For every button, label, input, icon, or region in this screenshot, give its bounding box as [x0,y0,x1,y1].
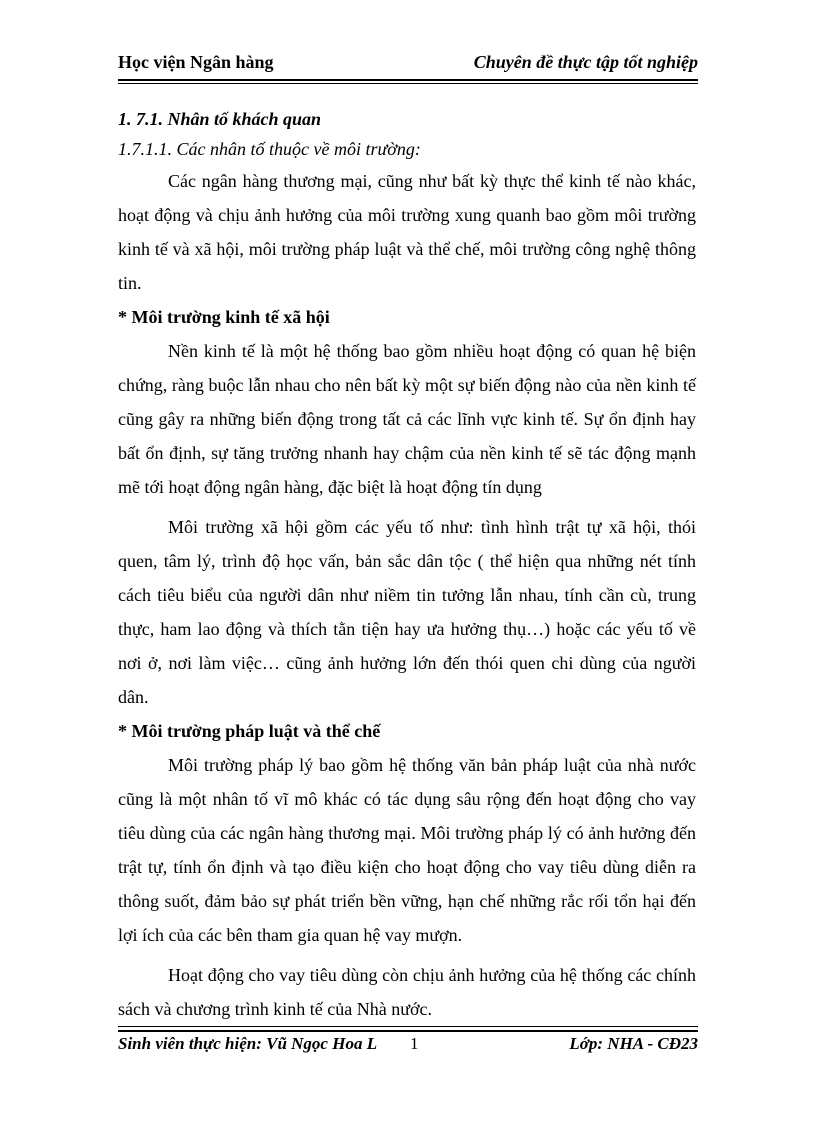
economic-paragraph-1: Nền kinh tế là một hệ thống bao gồm nhiều hoạt động có quan hệ biện chứng, ràng buộc lẫn nhau cho nên bất kỳ một sự biến động nào của nền kinh tế cũng gây ra những biến động trong tất cả các lĩnh vực kinh tế. Sự ổn định hay bất ổn định, sự tăng trưởng nhanh hay chậm của nền kinh tế sẽ tác động mạnh mẽ tới hoạt động ngân hàng, đặc biệt là hoạt động tín dụng [118,341,696,497]
page-body [118,100,696,1026]
institution-name: Học viện Ngân hàng [118,52,274,72]
class-label: Lớp: NHA - CĐ23 [569,1034,698,1053]
header-rule [118,79,698,81]
heading-economic-social: * Môi trường kinh tế xã hội [118,307,330,327]
legal-paragraph-1: Môi trường pháp lý bao gồm hệ thống văn bản pháp luật của nhà nước cũng là một nhân tố vĩ mô khác có tác dụng sâu rộng đến hoạt động cho vay tiêu dùng của các ngân hàng thương mại. Môi trường pháp lý có ảnh hưởng đến trật tự, tính ổn định và tạo điều kiện cho hoạt động cho vay tiêu dùng diễn ra thông suốt, đảm bảo sự phát triển bền vững, hạn chế những rắc rối tổn hại đến lợi ích của các bên tham gia quan hệ vay mượn. [118,755,696,945]
subsection-title: 1.7.1.1. Các nhân tố thuộc về môi trường: [118,139,421,159]
student-name: Sinh viên thực hiện: Vũ Ngọc Hoa L [118,1034,378,1053]
footer-rule-thin [118,1026,698,1027]
heading-legal-institutional: * Môi trường pháp luật và thể chế [118,721,381,741]
legal-paragraph-2: Hoạt động cho vay tiêu dùng còn chịu ảnh hưởng của hệ thống các chính sách và chương trình kinh tế của Nhà nước. [118,965,696,1019]
economic-paragraph-2: Môi trường xã hội gồm các yếu tố như: tình hình trật tự xã hội, thói quen, tâm lý, trình độ học vấn, bản sắc dân tộc ( thể hiện qua những nét tính cách tiêu biểu của người dân như niềm tin tưởng lẫn nhau, tính cần cù, trung thực, ham lao động và thích tằn tiện hay ưa hưởng thụ…) hoặc các yếu tố về nơi ở, nơi làm việc… cũng ảnh hưởng lớn đến thói quen chi dùng của người dân. [118,517,696,707]
intro-paragraph: Các ngân hàng thương mại, cũng như bất kỳ thực thể kinh tế nào khác, hoạt động và chịu ảnh hưởng của môi trường xung quanh bao gồm môi trường kinh tế và xã hội, môi trường pháp luật và thể chế, môi trường công nghệ thông tin. [118,171,696,293]
document-type: Chuyên đề thực tập tốt nghiệp [473,52,698,72]
section-title: 1. 7.1. Nhân tố khách quan [118,109,322,129]
page-footer [118,1034,698,1058]
header-rule-thin [118,83,698,84]
page-header [118,52,698,80]
footer-rule [118,1030,698,1032]
page-number: 1 [410,1034,419,1053]
